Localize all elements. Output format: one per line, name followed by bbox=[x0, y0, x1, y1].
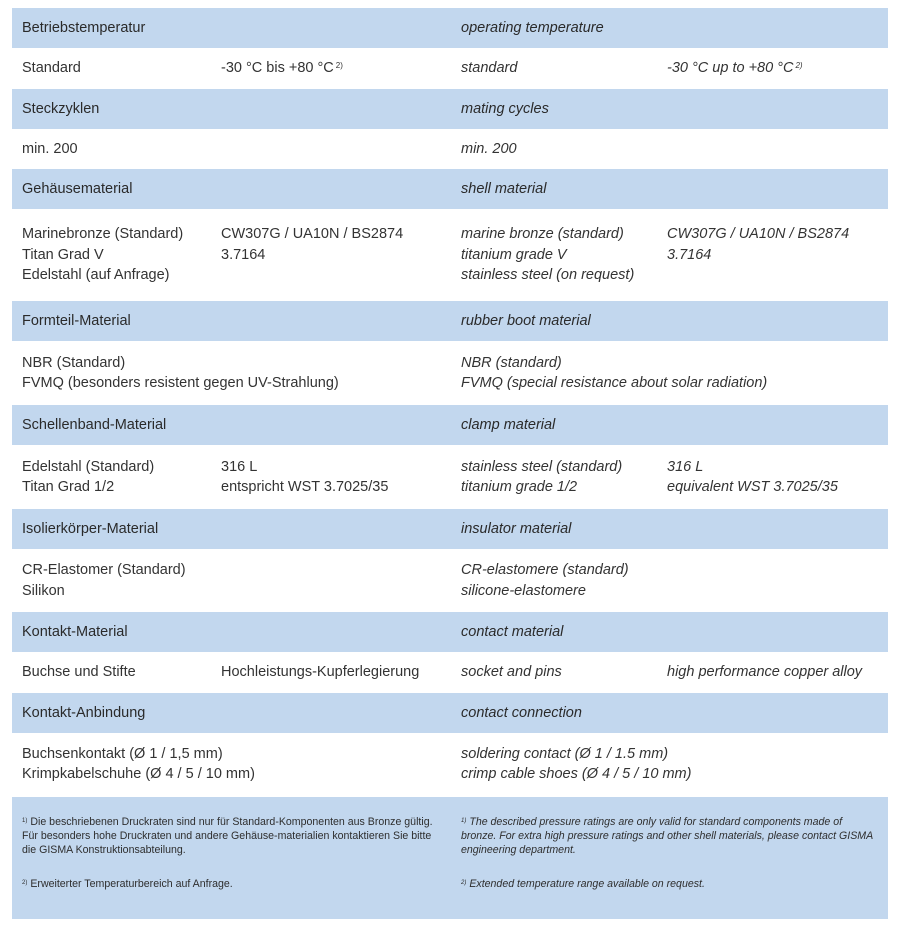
section-header-insulator-material bbox=[12, 509, 888, 549]
spec-line bbox=[461, 245, 888, 266]
spec-key: Silikon bbox=[22, 582, 65, 599]
header-de: Formteil-Material bbox=[22, 313, 131, 329]
spec-key: Buchse und Stifte bbox=[22, 664, 136, 681]
body-en bbox=[451, 549, 888, 612]
spec-value: equivalent WST 3.7025/35 bbox=[667, 479, 838, 495]
section-body-contact-connection bbox=[12, 733, 888, 795]
spec-value: high performance copper alloy bbox=[667, 664, 863, 681]
spec-line bbox=[22, 373, 449, 394]
body-de bbox=[12, 733, 449, 795]
header-en: mating cycles bbox=[461, 101, 549, 117]
spec-line bbox=[22, 245, 449, 266]
section-body-insulator-material bbox=[12, 549, 888, 612]
footnote-mark: 1) bbox=[461, 818, 467, 824]
footnote-1: $^{1)}$ The described pressure ratings are only valid for standard components made of bronze. For extra high pressure ratings and other shell materials, please contact GISMA engineering department. bbox=[461, 816, 873, 856]
spec-line bbox=[461, 764, 888, 785]
header-en: insulator material bbox=[461, 521, 572, 537]
spec-key: marine bronze (standard) bbox=[461, 226, 624, 243]
spec-key: NBR (standard) bbox=[461, 354, 562, 371]
spec-line bbox=[461, 457, 888, 478]
spec-line bbox=[461, 58, 888, 79]
section-body-mating-cycles bbox=[12, 129, 888, 169]
section-header-operating-temperature bbox=[12, 8, 888, 48]
spec-key: Edelstahl (auf Anfrage) bbox=[22, 267, 170, 284]
spec-line bbox=[22, 744, 449, 765]
header-en: contact material bbox=[461, 624, 564, 640]
spec-value: Hochleistungs-Kupferlegierung bbox=[221, 664, 420, 681]
spec-value: 316 L bbox=[221, 458, 258, 475]
spec-key: soldering contact (Ø 1 / 1.5 mm) bbox=[461, 745, 669, 762]
footnote-mark: 2) bbox=[22, 880, 28, 886]
body-de bbox=[12, 341, 449, 405]
header-de: Isolierkörper-Material bbox=[22, 521, 159, 537]
spec-value: -30 °C bis +80 °C $^{2)}$ bbox=[221, 60, 343, 77]
spec-key: silicone-elastomere bbox=[461, 582, 586, 599]
spec-key: Marinebronze (Standard) bbox=[22, 226, 184, 243]
header-en: shell material bbox=[461, 181, 547, 197]
spec-key: titanium grade V bbox=[461, 246, 567, 263]
footnote-ref: 2) bbox=[335, 61, 343, 71]
spec-key: min. 200 bbox=[22, 140, 78, 157]
spec-line bbox=[461, 373, 888, 394]
body-de bbox=[12, 129, 449, 169]
header-en: contact connection bbox=[461, 705, 582, 721]
spec-key: socket and pins bbox=[461, 664, 562, 681]
spec-key: Standard bbox=[22, 60, 81, 77]
spec-key: Edelstahl (Standard) bbox=[22, 458, 155, 475]
spec-line bbox=[22, 457, 449, 478]
header-en: clamp material bbox=[461, 417, 556, 433]
footnotes bbox=[12, 797, 888, 919]
spec-key: FVMQ (special resistance about solar radiation) bbox=[461, 375, 768, 391]
section-body-contact-material bbox=[12, 652, 888, 693]
section-body-shell-material bbox=[12, 209, 888, 301]
spec-line bbox=[22, 764, 449, 785]
header-de: Schellenband-Material bbox=[22, 417, 167, 433]
spec-line bbox=[461, 224, 888, 245]
spec-line bbox=[461, 581, 888, 602]
spec-key: Titan Grad V bbox=[22, 246, 104, 263]
spec-key: Titan Grad 1/2 bbox=[22, 479, 115, 495]
footnote-mark: 1) bbox=[22, 818, 28, 824]
section-body-clamp-material bbox=[12, 445, 888, 509]
spec-key: stainless steel (on request) bbox=[461, 267, 635, 284]
body-en bbox=[451, 48, 888, 89]
body-en bbox=[451, 341, 888, 405]
section-header-mating-cycles bbox=[12, 89, 888, 129]
header-de: Gehäusematerial bbox=[22, 181, 133, 197]
spec-key: CR-Elastomer (Standard) bbox=[22, 562, 186, 578]
body-en bbox=[451, 129, 888, 169]
header-de: Steckzyklen bbox=[22, 101, 100, 117]
header-en: operating temperature bbox=[461, 20, 604, 36]
spec-line bbox=[22, 477, 449, 498]
spec-value: 3.7164 bbox=[667, 246, 712, 263]
spec-line bbox=[461, 139, 888, 160]
section-header-shell-material bbox=[12, 169, 888, 209]
spec-value: -30 °C up to +80 °C $^{2)}$ bbox=[667, 60, 803, 77]
footnote-2: $^{2)}$ Erweiterter Temperaturbereich auf Anfrage. bbox=[22, 878, 233, 890]
spec-line bbox=[22, 224, 449, 245]
section-header-clamp-material bbox=[12, 405, 888, 445]
header-de: Betriebstemperatur bbox=[22, 20, 146, 36]
spec-value: 3.7164 bbox=[221, 246, 266, 263]
section-header-contact-material bbox=[12, 612, 888, 652]
footnotes-en bbox=[451, 797, 888, 919]
body-en bbox=[451, 652, 888, 693]
section-header-rubber-boot-material bbox=[12, 301, 888, 341]
spec-line bbox=[22, 58, 449, 79]
body-de bbox=[12, 549, 449, 612]
spec-key: NBR (Standard) bbox=[22, 354, 126, 371]
spec-key: crimp cable shoes (Ø 4 / 5 / 10 mm) bbox=[461, 766, 692, 782]
spec-line bbox=[461, 744, 888, 765]
spec-line bbox=[461, 477, 888, 498]
header-de: Kontakt-Anbindung bbox=[22, 705, 146, 721]
section-header-contact-connection bbox=[12, 693, 888, 733]
body-en bbox=[451, 733, 888, 795]
spec-key: Buchsenkontakt (Ø 1 / 1,5 mm) bbox=[22, 745, 223, 762]
footnote-1: $^{1)}$ Die beschriebenen Druckraten sind nur für Standard-Komponenten aus Bronze gültig. Für besonders hohe Druckraten und andere Gehäuse-materialien kontaktieren Sie bitte die GISMA Konstruktionsabteilung. bbox=[22, 816, 433, 856]
footnote-mark: 2) bbox=[461, 880, 467, 886]
section-body-operating-temperature bbox=[12, 48, 888, 89]
spec-value: 316 L bbox=[667, 458, 704, 475]
spec-sheet bbox=[12, 8, 888, 919]
spec-line bbox=[22, 139, 449, 160]
spec-key: stainless steel (standard) bbox=[461, 458, 623, 475]
footnote-2: $^{2)}$ Extended temperature range available on request. bbox=[461, 878, 705, 890]
spec-key: standard bbox=[461, 60, 518, 77]
header-en: rubber boot material bbox=[461, 313, 591, 329]
spec-value: CW307G / UA10N / BS2874 bbox=[221, 226, 404, 243]
spec-key: min. 200 bbox=[461, 140, 517, 157]
spec-line bbox=[22, 581, 449, 602]
spec-key: FVMQ (besonders resistent gegen UV-Strahlung) bbox=[22, 375, 339, 391]
spec-line bbox=[461, 560, 888, 581]
body-en bbox=[451, 209, 888, 301]
section-body-rubber-boot-material bbox=[12, 341, 888, 405]
body-en bbox=[451, 445, 888, 509]
spec-key: CR-elastomere (standard) bbox=[461, 562, 629, 578]
spec-line bbox=[22, 353, 449, 374]
footnote-ref: 2) bbox=[795, 61, 803, 71]
footnotes-de bbox=[12, 797, 449, 919]
spec-line bbox=[461, 662, 888, 683]
body-de bbox=[12, 445, 449, 509]
body-de bbox=[12, 48, 449, 89]
spec-value: CW307G / UA10N / BS2874 bbox=[667, 226, 850, 243]
spec-line bbox=[22, 662, 449, 683]
spec-line bbox=[461, 353, 888, 374]
spec-line bbox=[461, 265, 888, 286]
spec-key: titanium grade 1/2 bbox=[461, 479, 578, 495]
header-de: Kontakt-Material bbox=[22, 624, 128, 640]
body-de bbox=[12, 209, 449, 301]
spec-line bbox=[22, 560, 449, 581]
spec-value: entspricht WST 3.7025/35 bbox=[221, 479, 389, 495]
spec-key: Krimpkabelschuhe (Ø 4 / 5 / 10 mm) bbox=[22, 766, 255, 782]
spec-line bbox=[22, 265, 449, 286]
body-de bbox=[12, 652, 449, 693]
